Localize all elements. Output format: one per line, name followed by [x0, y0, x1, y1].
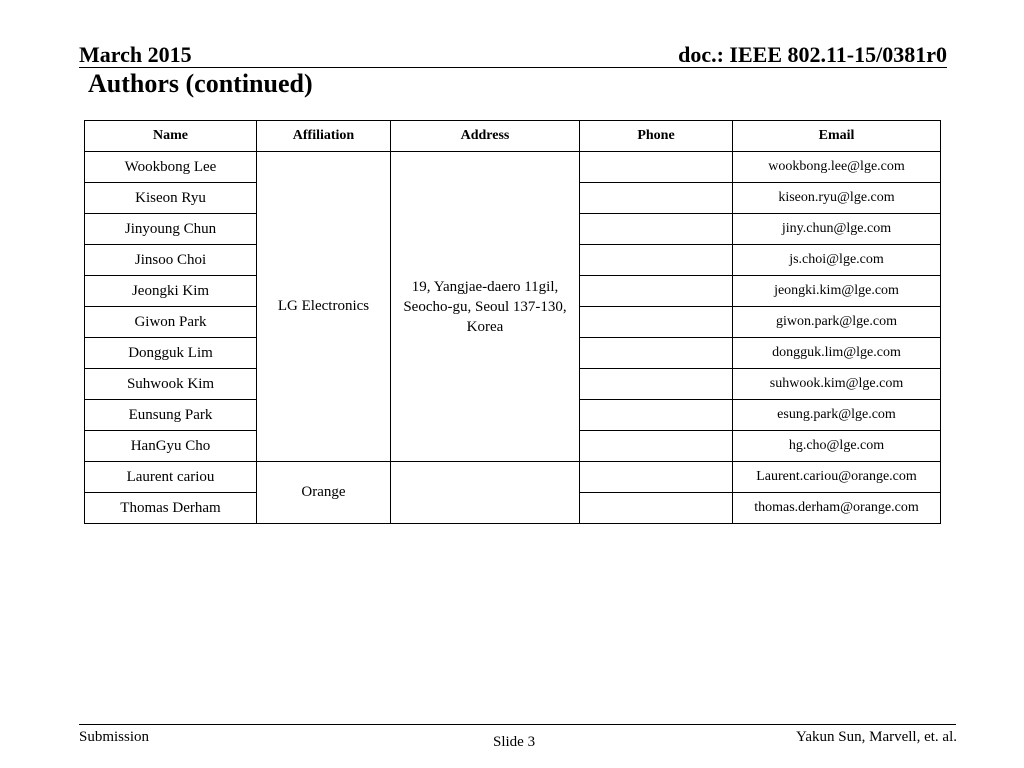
- email-cell: js.choi@lge.com: [733, 245, 941, 276]
- author-name-cell: Thomas Derham: [85, 493, 257, 524]
- author-name-cell: Jinsoo Choi: [85, 245, 257, 276]
- phone-cell: [580, 214, 733, 245]
- slide-title: Authors (continued): [88, 69, 313, 98]
- author-name-cell: Wookbong Lee: [85, 152, 257, 183]
- table-body: [85, 152, 941, 524]
- email-cell: jiny.chun@lge.com: [733, 214, 941, 245]
- column-header-email: Email: [733, 121, 941, 152]
- affiliation-cell: Orange: [257, 462, 391, 524]
- email-cell: suhwook.kim@lge.com: [733, 369, 941, 400]
- header-doc-id: doc.: IEEE 802.11-15/0381r0: [678, 42, 947, 67]
- email-cell: thomas.derham@orange.com: [733, 493, 941, 524]
- email-cell: Laurent.cariou@orange.com: [733, 462, 941, 493]
- column-header-affiliation: Affiliation: [257, 121, 391, 152]
- phone-cell: [580, 307, 733, 338]
- phone-cell: [580, 462, 733, 493]
- phone-cell: [580, 245, 733, 276]
- phone-cell: [580, 152, 733, 183]
- email-cell: giwon.park@lge.com: [733, 307, 941, 338]
- email-cell: dongguk.lim@lge.com: [733, 338, 941, 369]
- phone-cell: [580, 369, 733, 400]
- column-header-phone: Phone: [580, 121, 733, 152]
- author-name-cell: Eunsung Park: [85, 400, 257, 431]
- author-name-cell: Jinyoung Chun: [85, 214, 257, 245]
- email-cell: jeongki.kim@lge.com: [733, 276, 941, 307]
- author-name-cell: Laurent cariou: [85, 462, 257, 493]
- phone-cell: [580, 183, 733, 214]
- email-cell: kiseon.ryu@lge.com: [733, 183, 941, 214]
- email-cell: hg.cho@lge.com: [733, 431, 941, 462]
- column-header-address: Address: [391, 121, 580, 152]
- address-cell: 19, Yangjae-daero 11gil, Seocho-gu, Seoul 137-130, Korea: [391, 152, 580, 462]
- email-cell: wookbong.lee@lge.com: [733, 152, 941, 183]
- footer-divider: [79, 724, 956, 725]
- author-name-cell: Jeongki Kim: [85, 276, 257, 307]
- affiliation-cell: LG Electronics: [257, 152, 391, 462]
- table-header-row: [85, 121, 941, 152]
- author-name-cell: Giwon Park: [85, 307, 257, 338]
- header-date: March 2015: [79, 42, 192, 67]
- authors-table: [84, 120, 941, 524]
- author-name-cell: Kiseon Ryu: [85, 183, 257, 214]
- phone-cell: [580, 400, 733, 431]
- footer-authors: Yakun Sun, Marvell, et. al.: [796, 729, 957, 745]
- phone-cell: [580, 431, 733, 462]
- phone-cell: [580, 493, 733, 524]
- author-name-cell: Dongguk Lim: [85, 338, 257, 369]
- column-header-name: Name: [85, 121, 257, 152]
- email-cell: esung.park@lge.com: [733, 400, 941, 431]
- phone-cell: [580, 338, 733, 369]
- phone-cell: [580, 276, 733, 307]
- author-name-cell: HanGyu Cho: [85, 431, 257, 462]
- author-name-cell: Suhwook Kim: [85, 369, 257, 400]
- footer-submission: Submission: [79, 729, 150, 745]
- slide-number: Slide 3: [493, 734, 536, 750]
- table-row: [85, 462, 941, 493]
- address-cell: [391, 462, 580, 524]
- table-row: [85, 152, 941, 183]
